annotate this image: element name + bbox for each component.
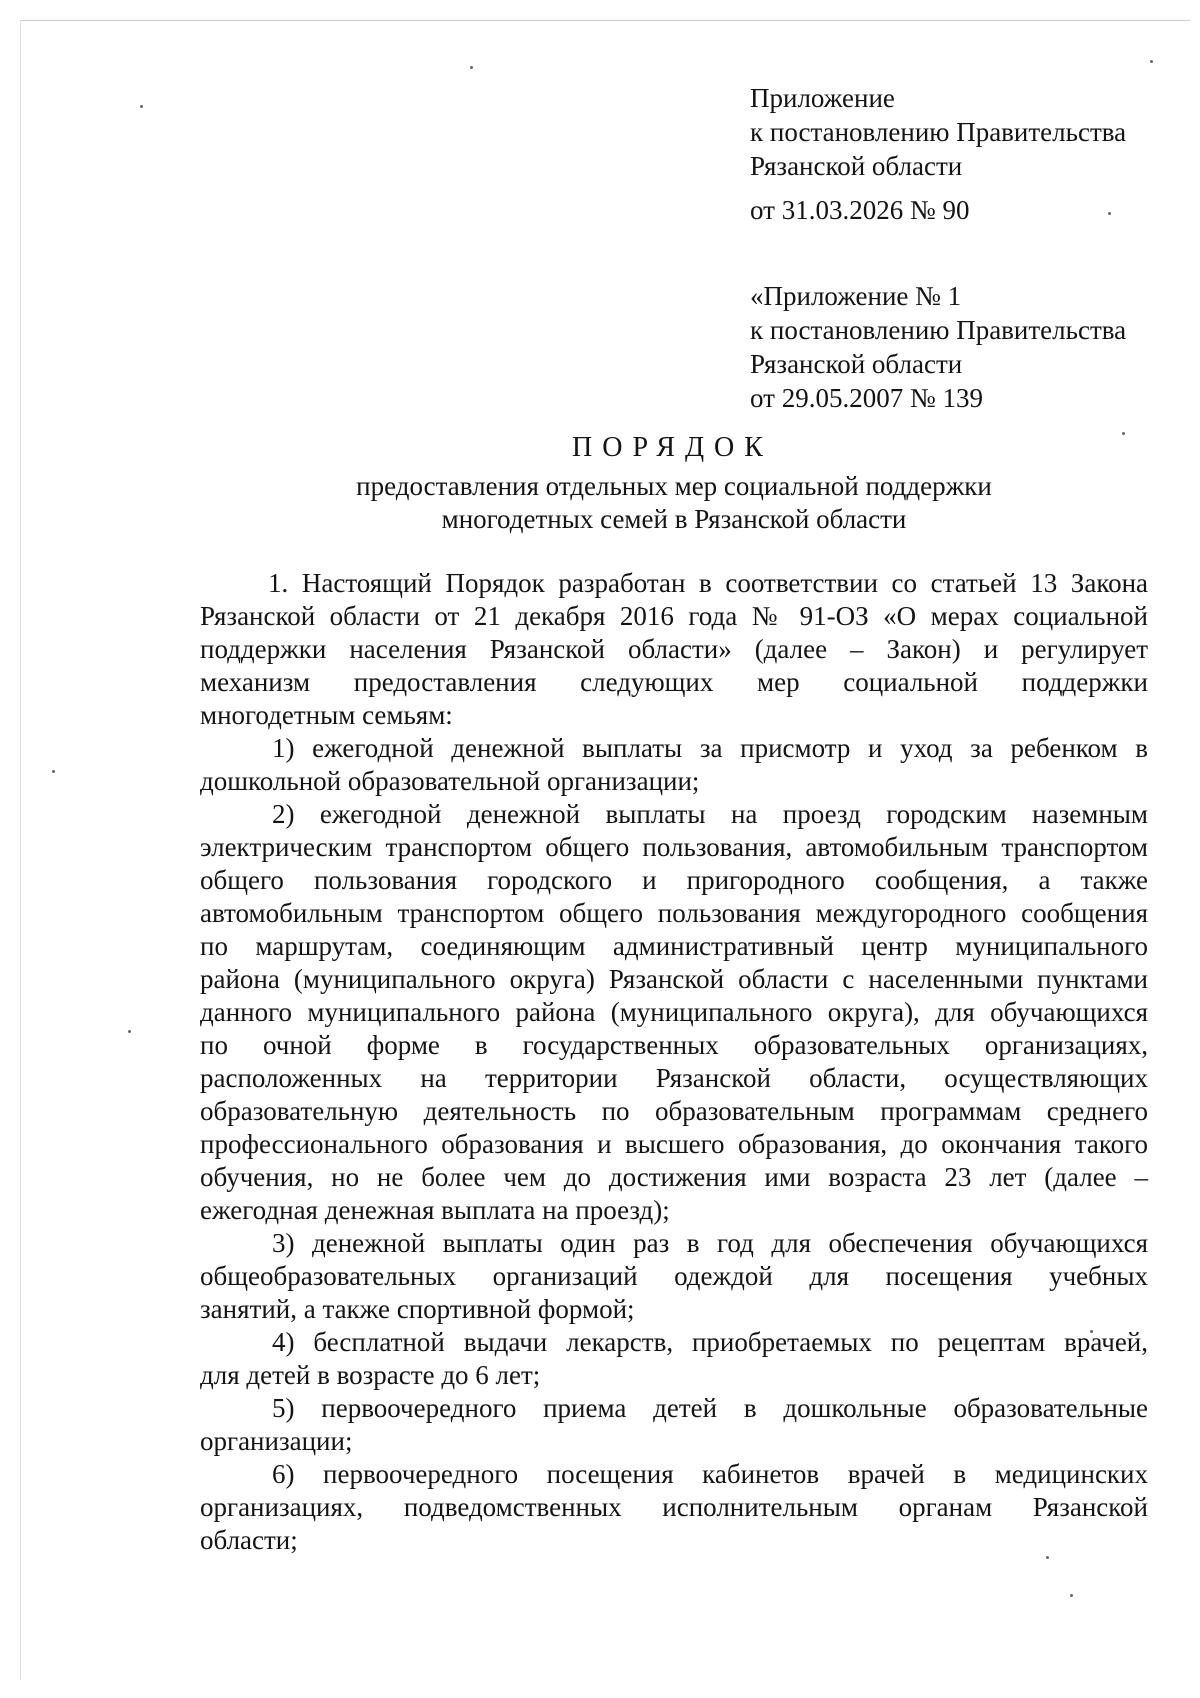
paragraph-1-line: поддержки населения Рязанской области» (далее – Закон) и регулирует [200, 634, 1148, 664]
document-title: ПОРЯДОК [572, 432, 773, 463]
list-item-6-line: 6) первоочередного посещения кабинетов врачей в медицинских [272, 1459, 1148, 1489]
list-item-2-line: профессионального образования и высшего образования, до окончания такого [200, 1129, 1148, 1159]
appendix-region: Рязанской области [750, 349, 963, 379]
list-item-6-line: организациях, подведомственных исполнительным органам Рязанской [200, 1492, 1148, 1522]
list-item-2-line: расположенных на территории Рязанской области, осуществляющих [200, 1063, 1148, 1093]
scan-speck [1150, 60, 1153, 63]
scan-border-left [20, 20, 21, 1680]
list-item-3-line: 3) денежной выплаты один раз в год для обеспечения обучающихся [272, 1228, 1148, 1258]
scan-speck [52, 770, 55, 773]
list-item-6-line: области; [200, 1525, 298, 1555]
list-item-5-line: 5) первоочередного приема детей в дошкольные образовательные [272, 1393, 1148, 1423]
scan-speck [128, 1030, 131, 1033]
list-item-2-line: автомобильным транспортом общего пользования междугородного сообщения [200, 898, 1148, 928]
appendix-region: Рязанской области [750, 151, 963, 181]
list-item-2-line: по маршрутам, соединяющим административный центр муниципального [200, 931, 1148, 961]
scan-border-top [20, 20, 1190, 21]
appendix-label: Приложение [750, 83, 895, 113]
appendix-label: «Приложение № 1 [750, 281, 962, 311]
appendix-date-number: от 31.03.2026 № 90 [750, 195, 970, 225]
document-subtitle [0, 470, 1200, 536]
paragraph-1-line: Рязанской области от 21 декабря 2016 года № 91-ОЗ «О мерах социальной [200, 601, 1148, 631]
list-item-1-line: дошкольной образовательной организации; [200, 766, 700, 796]
appendix-header-previous [750, 279, 1126, 415]
paragraph-1-line: 1. Настоящий Порядок разработан в соответствии со статьей 13 Закона [268, 568, 1148, 598]
list-item-2-line: по очной форме в государственных образовательных организациях, [200, 1030, 1148, 1060]
list-item-2-line: ежегодная денежная выплата на проезд); [200, 1195, 670, 1225]
scan-speck [140, 105, 143, 108]
list-item-2-line: обучения, но не более чем до достижения ими возраста 23 лет (далее – [200, 1162, 1148, 1192]
subtitle-line: предоставления отдельных мер социальной поддержки [356, 471, 992, 501]
subtitle-line: многодетных семей в Рязанской области [441, 504, 907, 534]
list-item-2-line: образовательную деятельность по образовательным программам среднего [200, 1096, 1148, 1126]
list-item-1-line: 1) ежегодной денежной выплаты за присмотр и уход за ребенком в [272, 733, 1148, 763]
list-item-3-line: занятий, а также спортивной формой; [200, 1294, 635, 1324]
list-item-4-line: для детей в возрасте до 6 лет; [200, 1360, 541, 1390]
appendix-resolution: к постановлению Правительства [750, 315, 1127, 345]
scan-speck [470, 66, 473, 69]
list-item-2-line: общего пользования городского и пригородного сообщения, а также [200, 865, 1148, 895]
appendix-date-number: от 29.05.2007 № 139 [750, 383, 983, 413]
document-body [200, 567, 1148, 1557]
paragraph-1-line: механизм предоставления следующих мер социальной поддержки [200, 667, 1148, 697]
list-item-2-line: данного муниципального района (муниципального округа), для обучающихся [200, 997, 1148, 1027]
list-item-2-line: электрическим транспортом общего пользования, автомобильным транспортом [200, 832, 1148, 862]
list-item-2-line: 2) ежегодной денежной выплаты на проезд городским наземным [272, 799, 1148, 829]
appendix-resolution: к постановлению Правительства [750, 117, 1127, 147]
scan-speck [1070, 1594, 1073, 1597]
list-item-2-line: района (муниципального округа) Рязанской области с населенными пунктами [200, 964, 1148, 994]
paragraph-1-line: многодетным семьям: [200, 700, 453, 730]
list-item-3-line: общеобразовательных организаций одеждой для посещения учебных [200, 1261, 1148, 1291]
list-item-4-line: 4) бесплатной выдачи лекарств, приобретаемых по рецептам врачей, [272, 1327, 1148, 1357]
appendix-header-current [750, 81, 1126, 227]
list-item-5-line: организации; [200, 1426, 353, 1456]
